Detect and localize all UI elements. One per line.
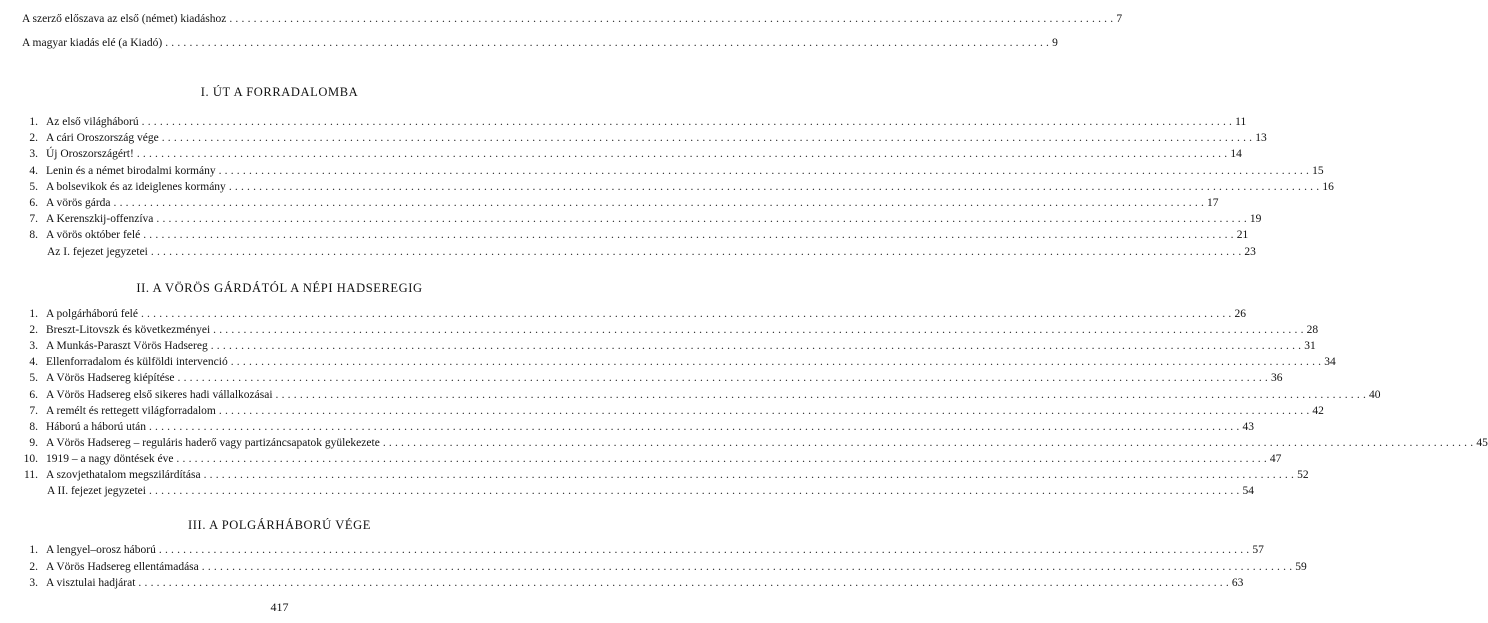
entry-number: 1. <box>29 308 38 320</box>
entry-title: A Vörös Hadsereg ellentámadása <box>46 560 199 573</box>
entry-page-number: 43 <box>1242 420 1254 433</box>
dot-leader: .................................................................................................................................................................................... <box>218 164 1313 177</box>
toc-entry-body <box>46 115 1247 129</box>
dot-leader: .................................................................................................................................................................................... <box>140 308 1235 320</box>
dot-leader: .................................................................................................................................................................................... <box>158 544 1253 556</box>
entry-number: 3. <box>29 577 38 589</box>
entry-number: 4. <box>29 164 38 177</box>
toc-entry-body <box>46 452 1282 466</box>
entry-page-number: 42 <box>1312 404 1324 417</box>
entry-number: 3. <box>29 340 38 353</box>
toc-entry <box>0 339 1316 353</box>
entry-title: 1919 – a nagy döntések éve <box>46 452 174 465</box>
toc-entry <box>0 115 1247 129</box>
toc-entry <box>0 147 1242 161</box>
entry-number: 6. <box>29 197 38 209</box>
entry-number: 1. <box>29 116 38 128</box>
toc-entry <box>0 180 1334 194</box>
toc-entry-body <box>46 131 1267 145</box>
entry-title: A polgárháború felé <box>46 308 138 320</box>
entry-title: A II. fejezet jegyzetei <box>47 485 146 498</box>
toc-entry-body <box>46 212 1262 226</box>
dot-leader: .................................................................................................................................................................................... <box>230 356 1325 369</box>
toc-entry <box>0 452 1282 466</box>
entry-page-number: 23 <box>1244 245 1256 258</box>
dot-leader: .................................................................................................................................................................................... <box>148 420 1243 433</box>
toc-entry-body <box>46 355 1336 369</box>
entry-title: A remélt és rettegett világforradalom <box>46 404 216 417</box>
entry-page-number: 19 <box>1249 213 1262 226</box>
entry-page-number: 40 <box>1369 388 1381 401</box>
dot-leader: .................................................................................................................................................................................... <box>210 340 1305 353</box>
dot-leader: .................................................................................................................................................................................... <box>141 116 1236 128</box>
entry-title: A cári Oroszország vége <box>46 132 159 145</box>
toc-entry <box>0 420 1254 434</box>
page-number: 417 <box>270 600 289 614</box>
toc-entry <box>0 543 1264 557</box>
entry-page-number: 36 <box>1271 372 1283 385</box>
entry-title: A Munkás-Paraszt Vörös Hadsereg <box>46 340 208 353</box>
toc-entry <box>0 484 1254 498</box>
toc-entry-body <box>46 468 1309 482</box>
entry-number: 8. <box>29 229 38 242</box>
entry-page-number: 21 <box>1236 229 1249 242</box>
toc-entry <box>0 576 1244 590</box>
entry-title: A Vörös Hadsereg kiépítése <box>46 372 175 385</box>
dot-leader: .................................................................................................................................................................................... <box>113 197 1208 209</box>
entry-number: 6. <box>29 388 38 401</box>
entry-number: 2. <box>29 132 38 145</box>
entry-title: A Kerenszkij-offenzíva <box>46 213 154 226</box>
dot-leader: .................................................................................................................................................................................... <box>148 485 1243 498</box>
entry-title: A szovjethatalom megszilárdítása <box>46 469 201 481</box>
entry-page-number: 47 <box>1269 452 1282 465</box>
dot-leader: .................................................................................................................................................................................... <box>218 404 1313 417</box>
entry-number: 5. <box>29 180 38 193</box>
toc-entry-body <box>46 323 1319 337</box>
toc-entry-body <box>46 196 1219 210</box>
entry-title: Az első világháború <box>46 116 139 128</box>
entry-number: 8. <box>29 420 38 433</box>
entry-number: 7. <box>29 213 38 226</box>
entry-page-number: 26 <box>1234 308 1246 320</box>
toc-entry-front-2 <box>0 36 1058 50</box>
dot-leader: .................................................................................................................................................. <box>165 37 1053 49</box>
toc-entry <box>0 468 1309 482</box>
toc-entry <box>0 245 1256 259</box>
toc-entry <box>0 371 1283 385</box>
toc-entry-body <box>47 484 1254 498</box>
toc-entry-body <box>46 228 1249 242</box>
toc-entry-body <box>46 543 1264 557</box>
entry-title: A Vörös Hadsereg első sikeres hadi vállalkozásai <box>46 388 273 401</box>
dot-leader: .................................................................................................................................................................................... <box>382 436 1477 449</box>
dot-leader: .................................................................................................................................................................................... <box>136 148 1231 161</box>
entry-number: 2. <box>29 324 38 337</box>
toc-entry <box>0 228 1249 242</box>
toc-entry <box>0 196 1219 210</box>
dot-leader: .................................................................................................................................................................................... <box>275 388 1370 401</box>
part-heading: II. A VÖRÖS GÁRDÁTÓL A NÉPI HADSEREGIG <box>136 281 423 295</box>
dot-leader: .................................................................................................................................................................................... <box>138 577 1232 589</box>
entry-page-number: 34 <box>1324 356 1336 369</box>
entry-number: 4. <box>29 356 38 369</box>
toc-entry-body <box>46 436 1488 450</box>
entry-page-number: 15 <box>1312 164 1324 177</box>
entry-title: A magyar kiadás elé (a Kiadó) <box>22 37 163 49</box>
dot-leader: .................................................................................................................................................................................... <box>203 469 1298 481</box>
dot-leader: .................................................................................................................................................................................... <box>213 324 1307 337</box>
entry-page-number: 63 <box>1231 577 1244 589</box>
entry-number: 10. <box>23 452 38 465</box>
entry-page-number: 57 <box>1252 544 1264 556</box>
entry-page-number: 13 <box>1255 132 1267 145</box>
entry-page-number: 52 <box>1297 469 1309 481</box>
toc-entry-body <box>46 404 1324 418</box>
entry-page-number: 7 <box>1116 13 1123 25</box>
dot-leader: .................................................................................................................................................................................... <box>201 560 1296 573</box>
entry-page-number: 45 <box>1476 436 1488 449</box>
entry-page-number: 16 <box>1322 180 1334 193</box>
dot-leader: .................................................................................................................................................................................... <box>156 213 1250 226</box>
entry-number: 1. <box>29 544 38 556</box>
toc-entry <box>0 355 1336 369</box>
toc-entry-body <box>46 560 1307 574</box>
entry-page-number: 11 <box>1235 116 1247 128</box>
dot-leader: .................................................................................................................................................................................... <box>228 180 1323 193</box>
entry-number: 5. <box>29 372 38 385</box>
toc-entry-body <box>46 164 1324 178</box>
toc-entry-body <box>46 147 1242 161</box>
toc-entry-body <box>22 36 1058 50</box>
toc-entry <box>0 164 1324 178</box>
toc-entry-body <box>46 339 1316 353</box>
toc-entry-body <box>47 245 1256 259</box>
entry-page-number: 9 <box>1052 37 1058 49</box>
toc-entry <box>0 560 1307 574</box>
dot-leader: .................................................................................................................................................................................... <box>143 229 1237 242</box>
entry-title: A vörös október felé <box>46 229 141 242</box>
entry-page-number: 17 <box>1207 197 1219 209</box>
toc-entry-body <box>46 576 1244 590</box>
dot-leader: .................................................................................................................................................................................... <box>177 372 1271 385</box>
entry-title: Az I. fejezet jegyzetei <box>47 245 148 258</box>
entry-title: Breszt-Litovszk és következményei <box>46 324 211 337</box>
entry-title: A szerző előszava az első (német) kiadáshoz <box>22 13 227 25</box>
toc-entry-body <box>46 307 1246 321</box>
entry-number: 11. <box>24 469 38 481</box>
toc-entry <box>0 436 1488 450</box>
toc-entry <box>0 388 1381 402</box>
entry-number: 2. <box>29 560 38 573</box>
dot-leader: .................................................................................................................................................................................... <box>150 245 1245 258</box>
toc-entry <box>0 307 1246 321</box>
part-heading: I. ÚT A FORRADALOMBA <box>200 85 359 99</box>
entry-page-number: 31 <box>1304 340 1316 353</box>
entry-title: Ellenforradalom és külföldi intervenció <box>46 356 228 369</box>
entry-page-number: 14 <box>1230 148 1242 161</box>
entry-number: 3. <box>29 148 38 161</box>
toc-entry-front-1 <box>0 12 1123 26</box>
toc-entry <box>0 212 1262 226</box>
entry-title: Új Oroszországért! <box>46 148 134 161</box>
dot-leader: .................................................................................................................................................................................... <box>161 132 1256 145</box>
entry-title: A bolsevikok és az ideiglenes kormány <box>46 180 226 193</box>
entry-page-number: 28 <box>1306 324 1319 337</box>
entry-number: 7. <box>29 404 38 417</box>
toc-entry-body <box>46 388 1381 402</box>
toc-entry-body <box>46 371 1283 385</box>
entry-page-number: 59 <box>1295 560 1307 573</box>
entry-title: A lengyel–orosz háború <box>46 544 156 556</box>
entry-title: A Vörös Hadsereg – reguláris haderő vagy partizáncsapatok gyülekezete <box>46 436 380 449</box>
toc-entry-body <box>46 420 1254 434</box>
entry-title: A visztulai hadjárat <box>46 577 136 589</box>
dot-leader: .................................................................................................................................................. <box>229 13 1117 25</box>
toc-entry <box>0 404 1324 418</box>
toc-entry-body <box>22 12 1123 26</box>
toc-entry <box>0 131 1267 145</box>
entry-title: A vörös gárda <box>46 197 111 209</box>
toc-entry <box>0 323 1319 337</box>
part-heading: III. A POLGÁRHÁBORÚ VÉGE <box>188 518 371 532</box>
entry-page-number: 54 <box>1242 485 1254 498</box>
entry-title: Lenin és a német birodalmi kormány <box>46 164 216 177</box>
entry-title: Háború a háború után <box>46 420 146 433</box>
entry-number: 9. <box>29 436 38 449</box>
toc-entry-body <box>46 180 1334 194</box>
dot-leader: .................................................................................................................................................................................... <box>176 452 1270 465</box>
